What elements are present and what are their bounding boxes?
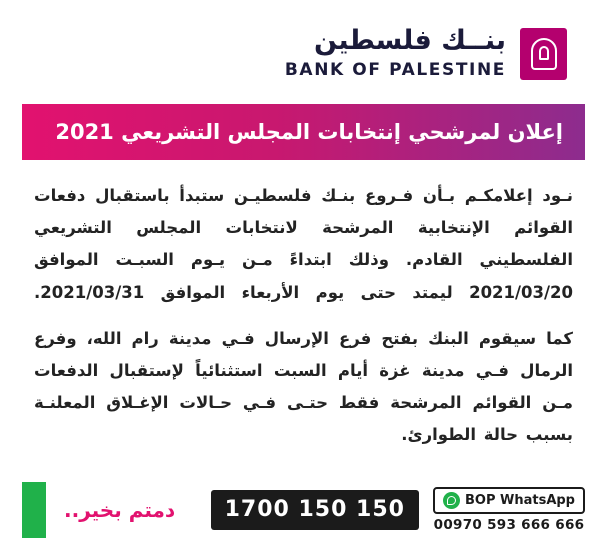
whatsapp-number: 00970 593 666 666 xyxy=(433,517,585,533)
page-title: إعلان لمرشحي إنتخابات المجلس التشريعي 2021 xyxy=(55,120,563,144)
whatsapp-label: BOP WhatsApp xyxy=(464,493,575,508)
footer-green-accent xyxy=(22,482,46,538)
header xyxy=(0,0,607,100)
logo-glyph xyxy=(531,38,557,70)
whatsapp-pill xyxy=(433,487,585,514)
paragraph-2: كما سيقوم البنك بفتح فرع الإرسال فـي مدينة رام الله، وفرع الرمال فـي مدينة غزة أيام السبت استثنائياً لإستقبال الدفعات مـن القوائم المرشحة فقط حتـى فـي حـالات الإغـلاق المعلنـة بسبب حالة الطوارئ. xyxy=(34,328,573,445)
brand-name-english: BANK OF PALESTINE xyxy=(284,60,506,81)
footer-slogan: دمتم بخير.. xyxy=(64,498,176,522)
brand-name-arabic: بنــك فلسطين xyxy=(314,25,506,57)
hotline-number: 1700 150 150 xyxy=(211,490,419,530)
body-content xyxy=(0,160,607,451)
title-banner xyxy=(22,104,585,160)
whatsapp-icon xyxy=(443,492,460,509)
paragraph-1: نـود إعلامكـم بـأن فـروع بنـك فلسطيـن ستبدأ باستقبال دفعات القوائم الإنتخابية المرشحة لانتخابات المجلس التشريعي الفلسطيني القادم. وذلك ابتداءً مـن يـوم السبـت الموافق 2021/03/20 ليمتد حتى يوم الأربعاء الموافق 2021/03/31. xyxy=(34,186,573,302)
brand-text xyxy=(285,25,506,83)
footer xyxy=(0,472,607,558)
whatsapp-contact xyxy=(419,487,585,533)
bank-of-palestine-logo-icon xyxy=(520,28,567,80)
